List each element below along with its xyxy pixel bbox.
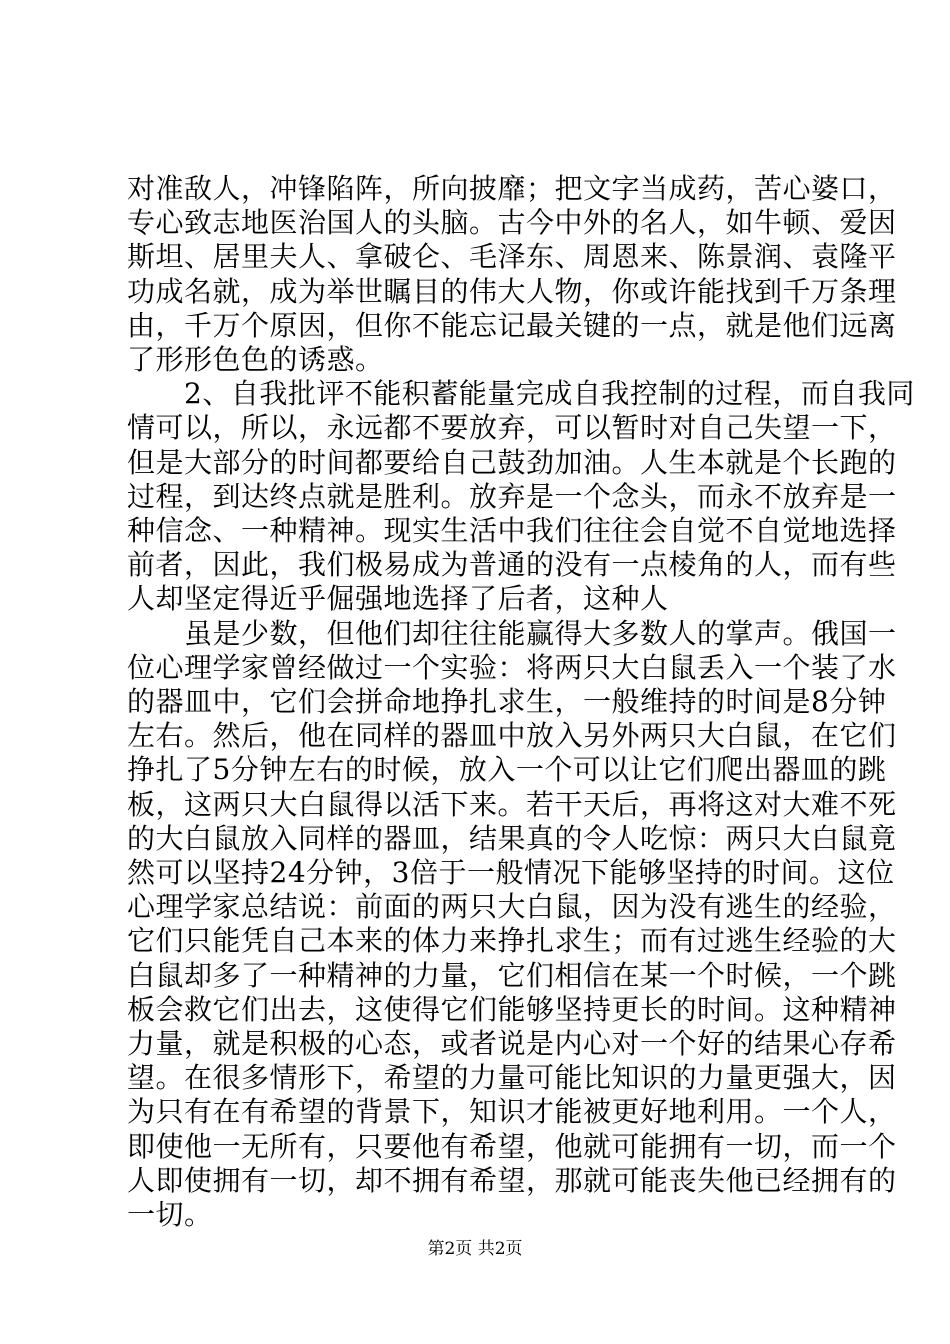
text-line: 过程，到达终点就是胜利。放弃是一个念头，而永不放弃是一 [127,479,897,513]
text-line: 为只有在有希望的背景下，知识才能被更好地利用。一个人， [127,1095,897,1129]
text-line: 的器皿中，它们会拼命地挣扎求生，一般维持的时间是8分钟 [127,685,887,718]
text-line: 板会救它们出去，这使得它们能够坚持更长的时间。这种精神 [127,992,897,1026]
text-line: 它们只能凭自己本来的体力来挣扎求生；而有过逃生经验的大 [127,924,897,958]
text-line: 由，千万个原因，但你不能忘记最关键的一点，就是他们远离 [127,308,897,342]
text-line: 挣扎了5分钟左右的时候，放入一个可以让它们爬出器皿的跳 [127,753,887,787]
text-line: 前者，因此，我们极易成为普通的没有一点棱角的人，而有些 [127,548,897,582]
text-line: 望。在很多情形下，希望的力量可能比知识的力量更强大，因 [127,1061,897,1095]
text-line: 2、自我批评不能积蓄能量完成自我控制的过程，而自我同 [127,377,915,411]
text-line: 功成名就，成为举世瞩目的伟大人物，你或许能找到千万条理 [127,274,897,308]
text-line: 专心致志地医治国人的头脑。古今中外的名人，如牛顿、爱因 [127,206,897,240]
text-line: 但是大部分的时间都要给自己鼓劲加油。人生本就是个长跑的 [127,445,897,479]
text-line: 种信念、一种精神。现实生活中我们往往会自觉不自觉地选择 [127,514,897,547]
page-footer: 第2页 共2页 [427,1239,523,1259]
text-line: 了形形色色的诱惑。 [127,343,384,376]
text-line: 位心理学家曾经做过一个实验：将两只大白鼠丢入一个装了水 [127,650,897,684]
text-line: 斯坦、居里夫人、拿破仑、毛泽东、周恩来、陈景润、袁隆平 [127,240,897,274]
text-line: 虽是少数，但他们却往往能赢得大多数人的掌声。俄国一 [127,616,897,650]
text-line: 人即使拥有一切，却不拥有希望，那就可能丧失他已经拥有的 [127,1163,897,1197]
text-line: 的大白鼠放入同样的器皿，结果真的令人吃惊：两只大白鼠竟 [127,821,897,855]
text-line: 心理学家总结说：前面的两只大白鼠，因为没有逃生的经验， [127,890,897,924]
text-line: 力量，就是积极的心态，或者说是内心对一个好的结果心存希 [127,1027,897,1060]
text-line: 白鼠却多了一种精神的力量，它们相信在某一个时候，一个跳 [127,958,897,992]
text-line: 人却坚定得近乎倔强地选择了后者，这种人 [127,582,669,616]
text-line: 即使他一无所有，只要他有希望，他就可能拥有一切，而一个 [127,1129,897,1163]
text-line: 情可以，所以，永远都不要放弃，可以暂时对自己失望一下， [127,411,897,445]
text-line: 对准敌人，冲锋陷阵，所向披靡；把文字当成药，苦心婆口， [127,172,897,205]
text-line: 然可以坚持24分钟，3倍于一般情况下能够坚持的时间。这位 [127,856,895,889]
text-line: 一切。 [127,1198,213,1231]
text-line: 板，这两只大白鼠得以活下来。若干天后，再将这对大难不死 [127,787,897,821]
text-line: 左右。然后，他在同样的器皿中放入另外两只大白鼠，在它们 [127,719,897,753]
